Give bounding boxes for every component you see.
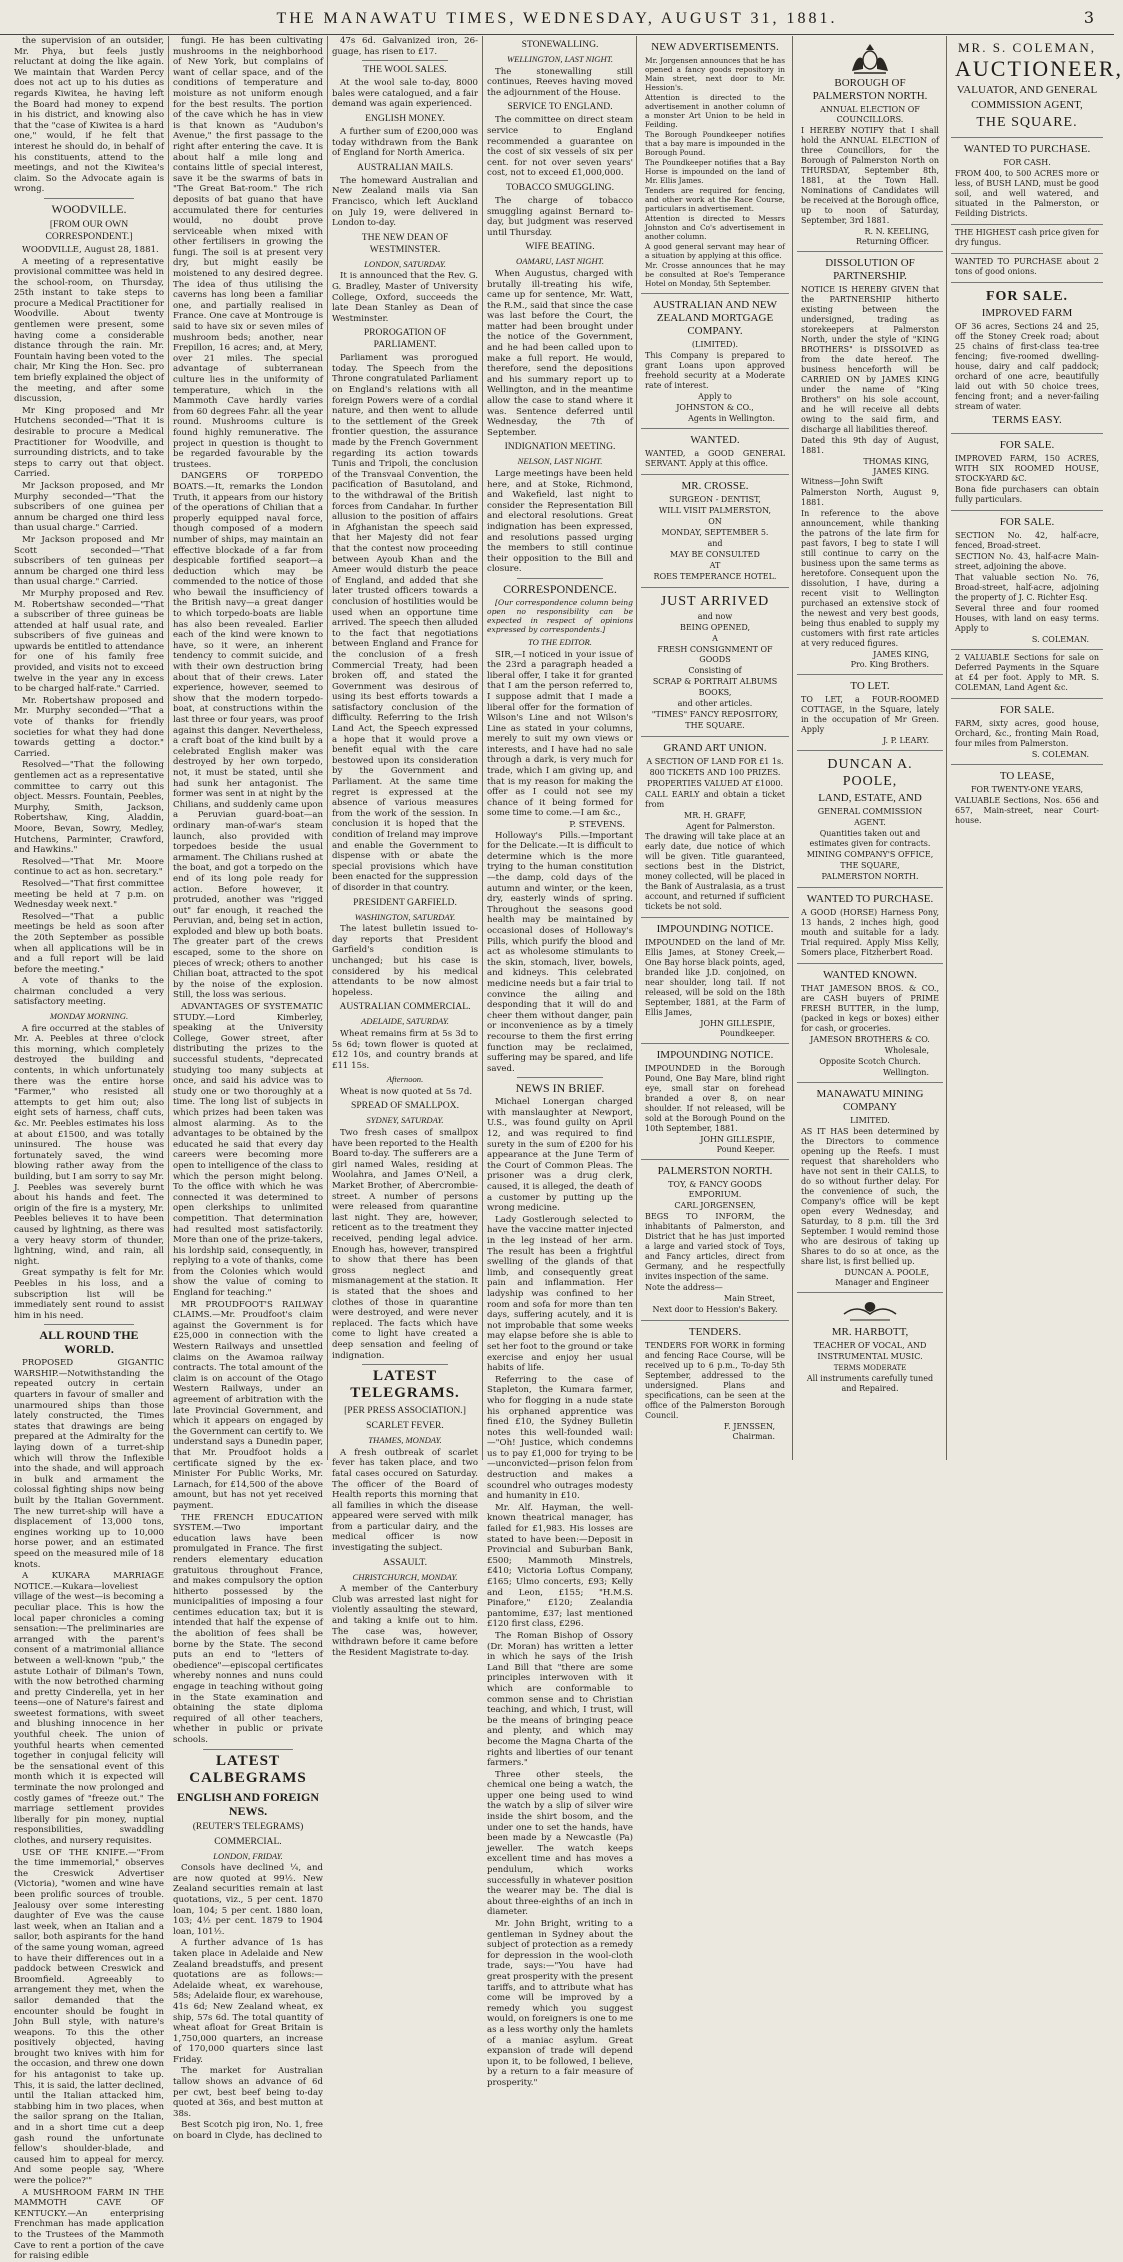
headline-commercial: COMMERCIAL. bbox=[214, 1835, 282, 1847]
masthead bbox=[0, 6, 1114, 35]
article-paragraph: Two fresh cases of smallpox have been reported to the Health Board to-day. The sufferers are a girl named Wales, residing at Woolahra, and James O'Neil, a Market Brother, of Abercrombie-street. A number of persons were released from quarantine last night. They are, however, reticent as to the treatment they received, pending legal advice. Enough has, however, transpired to show that there has been gross neglect and mismanagement at the station. It is stated that the shoes and clothes of those in quarantine were destroyed, and were never replaced. The facts which have come to light have created a deep sensation and feeling of indignation. bbox=[332, 1128, 478, 1361]
ad-heading: IMPOUNDING NOTICE. bbox=[656, 1049, 774, 1061]
dateline: WELLINGTON, LAST NIGHT. bbox=[506, 54, 614, 64]
ad-body: BEGS TO INFORM, the inhabitants of Palmerston, and District that he has just imported a large and varied stock of Toys, and Fancy articles, direct from Germany, and he respectfully invites inspection of the same. bbox=[645, 1212, 785, 1281]
ad-line: MAY BE CONSULTED bbox=[670, 550, 760, 559]
ad-line: FRESH CONSIGNMENT OF GOODS bbox=[657, 645, 773, 664]
signature: S. COLEMAN. bbox=[1031, 635, 1089, 644]
article-paragraph: Resolved—"That the following gentlemen act as a representative committee to carry out this object. Messrs. Fountain, Peebles, Murphy, Smith, Jackson, Robertshaw, King, Aladdin, Moore, Bevan, Sowry, Medley, Hutchens, Parminter, Crawford, and Hawkins." bbox=[14, 760, 164, 856]
ad-body: A GOOD (HORSE) Harness Pony, 13 hands, 2 inches high, good mouth and suitable for a lady. Trial required. Apply Miss Kelly, Somers place, Fitzherbert Road. bbox=[801, 908, 939, 957]
signature: J. P. LEARY. bbox=[882, 736, 929, 745]
ad-line: A bbox=[712, 634, 718, 643]
just-arrived-ad bbox=[641, 588, 789, 737]
signature: JOHNSTON & CO., bbox=[676, 403, 754, 412]
article-paragraph: When Augustus, charged with brutally ill-treating his wife, came up for sentence, Mr. Watt, the R.M., said that since the case was last before the Court, the matter had been brought under the notice of the Government, and he had been called upon to make a full report. He would, therefore, send the depositions and his summary report up to Wellington, and in the meantime allow the case to stand where it was. Sentence deferred until Wednesday, the 7th of September. bbox=[487, 268, 633, 438]
ad-line: SURGEON - DENTIST, bbox=[669, 495, 761, 504]
article-paragraph: A fresh outbreak of scarlet fever has taken place, and two fatal cases occured on Saturday. The officer of the Board of Health reports this morning that all families in which the disease appeared were served with milk from a particular dairy, and the medical officer is now investigating the subject. bbox=[332, 1447, 478, 1554]
byline: [FROM OUR OWN CORRESPONDENT.] bbox=[45, 218, 133, 242]
farm-150-acres-ad bbox=[951, 434, 1103, 511]
ad-heading: WANTED TO PURCHASE. bbox=[806, 893, 934, 905]
headline-cablegrams: LATEST CALBEGRAMS bbox=[189, 1752, 307, 1786]
article-paragraph: Mr King proposed and Mr Hutchens seconded—"That it is desirable to procure a Medical Practitioner for Woodville, and surrounding districts, and to take steps to carry out that object. Carried. bbox=[14, 405, 164, 480]
ad-heading: IMPOUNDING NOTICE. bbox=[656, 923, 774, 935]
ad-line: TERMS EASY. bbox=[992, 414, 1062, 426]
article-paragraph: Parliament was prorogued today. The Speech from the Throne congratulated Parliament on England's relations with all foreign Powers were of a cordial nature, and then went to allude to the settlement of the Greek frontier question, the assurance made by the French Government regarding its action towards Tunis and Tripoli, the conclusion of the Transvaal Convention, the pacification of Basutoland, and to the withdrawal of the British forces from Candahar. In further allusion to the position of affairs in Afghanistan the speech said that her Majesty did not fear that the contest now proceeding between Ayoub Khan and the Ameer would disturb the peace of England, and added that she later trusted officers towards a conclusion of hostilities would be used when an opportune time arrived. The speech then alluded to the fact that negotiations between England and France for the conclusion of a fresh Commercial Treaty, had been broken off, and stated the Government was desirous of using its best efforts towards a satisfactory conclusion of the difficulty. Referring to the Irish Land Act, the Speech expressed a hope that it would prove a benefit equal with the care bestowed upon its consideration by the Government and Parliament. At the same time regret is expressed at the absence of various measures from the work of the session. In conclusion it is hoped that the condition of Ireland may improve and enable the Government to dispense with or abate the special provisions which have been enacted for the suppression of disorder in that country. bbox=[332, 353, 478, 893]
headline-stonewall: STONEWALLING. bbox=[521, 39, 599, 50]
column-rule bbox=[946, 36, 947, 1460]
article-paragraph: The market for Australian tallow shows an advance of 6d per cwt, best beef being to-day quoted at 36s, and best mutton at 38s. bbox=[173, 2066, 323, 2119]
ad-heading: FOR SALE. bbox=[999, 439, 1055, 451]
column-2 bbox=[173, 36, 323, 2142]
divider bbox=[362, 60, 448, 61]
article-paragraph: fungi. He has been cultivating mushrooms in the neighborhood of New York, but complains of want of cellar space, and of the conditions of temperature and moisture as not uniform enough for the best results. The portion of the cave which he has in view is that known as "Audubon's Avenue," the first passage to the right after entering the cave. It is about half a mile long and contains little of special interest, save it be the swarms of bats in "The Great Bat-room." The rich deposits of bat guano that have accumulated there for centuries would, no doubt prove serviceable when mixed with other fertilisers in growing the fungi. The soil is at present very dry, but might easily be moistened to any desired degree. The idea of thus utilising the caverns has long been a familiar one, and partially realised in France. One cave at Montrouge is said to have six or seven miles of mushroom beds; another, near Frepillon, 16 acres; and, at Mery, over 21 miles. The special advantage of subterranean culture lies in the uniformity of temperature, which in the Mammoth Cave hardly varies from 60 degrees Fahr. all the year round. Mushrooms culture is found highly remunerative. The project in question is thought to be regarded favourable by the trustees. bbox=[173, 36, 323, 470]
ad-line: ANNUAL ELECTION OF COUNCILLORS. bbox=[820, 105, 920, 124]
ad-heading: WANTED TO PURCHASE. bbox=[963, 143, 1091, 155]
ad-line: ON bbox=[708, 517, 722, 526]
dateline: WASHINGTON, SATURDAY. bbox=[354, 911, 456, 922]
headline-english-foreign: ENGLISH AND FOREIGN NEWS. bbox=[176, 1789, 320, 1818]
ad-body: FROM 400, to 500 ACRES more or less, of BUSH LAND, must be good soil, and well watered, and situated in the Palmerston, or Feilding Districts. bbox=[955, 169, 1099, 218]
article-paragraph: A fire occurred at the stables of Mr. A. Peebles at three o'clock this morning, which completely destroyed the building and contents, in which unfortunately there was the entire horse "Farmer," who resisted all attempts to get him out; also eight sets of harness, chaff cuts, &c. Mr. Peebles estimates his loss at about £1500, and was totally uninsured. The house was fortunately saved, the wind blowing rather away from the building, but I am sorry to say Mr. J. Peebles was severely burnt about his hands and feet. The origin of the fire is a mystery, Mr. Peebles believes it to have been caused by lightning, as there was a very heavy storm of thunder, lightning, wind, and rain, all night. bbox=[14, 1023, 164, 1267]
ad-body: THE HIGHEST cash price given for dry fungus. bbox=[955, 228, 1099, 247]
wanted-ad bbox=[641, 429, 789, 475]
ad-line: TOY, & FANCY GOODS EMPORIUM. bbox=[668, 1180, 762, 1199]
ad-line: THE SQUARE. bbox=[976, 115, 1078, 130]
ad-line: 800 TICKETS AND 100 PRIZES. bbox=[649, 768, 781, 777]
ad-line: INSTRUMENTAL MUSIC. bbox=[817, 1352, 923, 1361]
headline-service: SERVICE TO ENGLAND. bbox=[507, 101, 613, 113]
ad-line: FOR TWENTY-ONE YEARS, bbox=[970, 785, 1084, 794]
article-paragraph: A meeting of a representative provisional committee was held in the school-room, on Thursday, 25th instant to take steps to procure a Medical Practitioner for Woodville. About twenty gentlemen were present, some having come a considerable distance through the rain. Mr. Fountain having been voted to the chair, Mr King the Hon. Sec. pro tem briefly explained the object of the meeting, and after some discussion, bbox=[14, 256, 164, 405]
signature: Pro. King Brothers. bbox=[850, 660, 929, 669]
ad-heading: DUNCAN A. POOLE, bbox=[827, 757, 913, 789]
dateline: NELSON, LAST NIGHT. bbox=[517, 456, 603, 467]
ad-line: MR. H. GRAFF, bbox=[684, 811, 746, 820]
ad-line: LAND, ESTATE, AND bbox=[818, 792, 922, 804]
article-paragraph: Wheat remains firm at 5s 3d to 5s 6d; town flower is quoted at £12 10s, and country brands at £11 15s. bbox=[332, 1028, 478, 1071]
ad-body: This Company is prepared to grant Loans upon approved freehold security at a Moderate rate of interest. bbox=[645, 351, 785, 390]
notice: Mr. Jorgensen announces that he has opened a fancy goods repository in Main street, next door to Mr. Hession's. bbox=[645, 56, 785, 92]
ad-heading: WANTED. bbox=[690, 434, 740, 446]
ad-heading: FOR SALE. bbox=[999, 516, 1055, 528]
article-paragraph: THE FRENCH EDUCATION SYSTEM.—Two important education laws have been promulgated in France. The first renders elementary education gratuitous throughout France, and makes compulsory the option hitherto possessed by the municipalities of imposing a four centimes education tax; but it is intended that half the expense of the abolition of fees shall be borne by the State. The second puts an end to "letters of obedience"—episcopal certificates whereby nonnes and nuns could engage in teaching without going in the State examination and obtaining the state diploma required of all other teachers, whether in public or private schools. bbox=[173, 1512, 323, 1745]
ad-line: MONDAY, SEPTEMBER 5. bbox=[661, 528, 769, 537]
ad-line: LIMITED. bbox=[850, 1116, 890, 1125]
ad-body: WANTED, a GOOD GENERAL SERVANT. Apply at this office. bbox=[645, 449, 785, 468]
headline-telegrams: LATEST TELEGRAMS. bbox=[350, 1368, 460, 1402]
ad-body: IMPROVED FARM, 150 ACRES, WITH SIX ROOMED HOUSE, STOCK-YARD &C. bbox=[955, 454, 1099, 483]
headline-adelaide: AUSTRALIAN COMMERCIAL. bbox=[339, 1001, 471, 1013]
ad-body: Several three and four roomed Houses, with land on easy terms. Apply to bbox=[955, 604, 1099, 633]
notice: Attention is directed to the advertisement in another column of a monster Art Union to be held in Feilding. bbox=[645, 93, 785, 129]
divider bbox=[203, 1749, 293, 1750]
signature: P. STEVENS. bbox=[569, 820, 625, 831]
ad-line: VALUATOR, AND GENERAL bbox=[956, 84, 1098, 96]
ad-line: A SECTION OF LAND FOR £1 1s. bbox=[646, 757, 784, 766]
article-paragraph: Consols have declined ¼, and are now quoted at 99½. New Zealand securities remain at last quotations, viz., 5 per cent. 1870 loan, 104; 5 per cent. 1880 loan, 103; 4½ per cent. 1879 to 1904 loan, 101½. bbox=[173, 1863, 323, 1937]
article-paragraph: Mr Jackson proposed and Mr Scott seconded—"That subscribers of ten guineas per annum be charged one third less than usual charge." Carried. bbox=[14, 534, 164, 588]
dissolution-ad bbox=[797, 252, 943, 675]
article-paragraph: The charge of tobacco smuggling against Bernard to-day, but judgment was reserved until Thursday. bbox=[487, 195, 633, 238]
ad-body: IMPOUNDED in the Borough Pound, One Bay Mare, blind right eye, small star on forehead branded a over 8, on near shoulder. If not released, will be sold at the Borough Pound on the 10th September, 1881. bbox=[645, 1064, 785, 1133]
article-paragraph: Mr. Robertshaw proposed and Mr. Murphy seconded—"That a vote of thanks for friendly societies for what they had done towards getting a doctor." Carried. bbox=[14, 695, 164, 759]
ad-body: IMPOUNDED on the land of Mr. Ellis James, at Stoney Creek,— One Bay horse black points, aged, branded like J.D. conjoined, on near shoulder, long tail. If not released, will be sold on the 18th September, 1881, at the Farm of Ellis James, bbox=[645, 938, 785, 1017]
ad-heading-large: AUCTIONEER, bbox=[955, 56, 1123, 81]
article-paragraph: It is announced that the Rev. G. G. Bradley, Master of University College, Oxford, succeeds the late Dean Stanley as Dean of Westminster. bbox=[332, 271, 478, 324]
ad-line: Consisting of bbox=[688, 666, 742, 675]
article-paragraph: Holloway's Pills.—Important for the Delicate.—It is difficult to determine which is the more trying to the human constitution—the damp, cold days of the autumn and winter, or the keen, dry, easterly winds of spring. Throughout the seasons good health may be maintained by occasional doses of Holloway's Pills, which purify the blood and act as wholesome stimulants to the skin, stomach, liver, bowels, and kidneys. This celebrated medicine needs but a fair trial to convince the ailing and desponding that it will do and cheer them without danger, pain or inconvenience as by a timely recourse to them the first erring function may be reclaimed, suffering may be spared, and life saved. bbox=[487, 830, 633, 1074]
headline-world: ALL ROUND THE WORLD. bbox=[39, 1328, 139, 1357]
column-5 bbox=[641, 36, 789, 1460]
article-paragraph: Mr. John Bright, writing to a gentleman in Sydney about the subject of protection as a remedy for depression in the wool-cloth trade, says:—"You have had great prosperity with the present tariffs, and to attribute what has come will be improved by a remedy which you suggest would, on foreigners is one to me as a less worthy only the hamlets of a maniac asylum. Great expansion of trade will depend upon it, to be followed, I believe, by a return to a fair measure of prosperity." bbox=[487, 1919, 633, 2088]
masthead-title: THE MANAWATU TIMES, WEDNESDAY, AUGUST 31, 1881. bbox=[276, 10, 838, 27]
article-paragraph: Large meetings have been held here, and at Stoke, Richmond, and Wakefield, last night to consider the Representation Bill and electoral resolutions. Great indignation has been expressed, and resolutions passed urging the members to still continue their opposition to the Bill and closure. bbox=[487, 469, 633, 575]
coleman-auctioneer-ad bbox=[951, 36, 1123, 138]
ad-body: OF 36 acres, Sections 24 and 25, off the Stoney Creek road; about 25 chains of first-class tea-tree fencing; five-roomed dwelling-house, dairy and calf paddock; orchard of one acre, beautifully laid out with 50 choice trees, fencing front; and a never-failing stream of water. bbox=[955, 322, 1099, 411]
ad-body: Witness—John Swift bbox=[801, 477, 883, 486]
column-3 bbox=[332, 36, 478, 1658]
ad-heading: AUSTRALIAN AND NEW ZEALAND MORTGAGE COMPANY. bbox=[652, 299, 778, 337]
signature: Pound Keeper. bbox=[716, 1145, 775, 1154]
wanted-known-ad bbox=[797, 964, 943, 1083]
headline-wool: THE WOOL SALES. bbox=[363, 64, 447, 76]
article-paragraph: The Roman Bishop of Ossory (Dr. Moran) has written a letter in which he says of the Irish Land Bill that "there are some principles interwoven with it which are conformable to common sense and to Christian teaching, and which, I trust, will be the means of bringing peace and plenty, and which may become the Magna Charta of the rights and liberties of our tenant farmers." bbox=[487, 1630, 633, 1769]
ad-heading: MANAWATU MINING COMPANY bbox=[816, 1088, 924, 1113]
signature: Wholesale, bbox=[884, 1046, 929, 1055]
column-rule bbox=[168, 36, 169, 1460]
ad-body: In reference to the above announcement, while thanking the patrons of the late firm for past favors, I beg to state I will still continue to carry on the business upon the same terms as heretofore. Consequent upon the dissolution, I have, during a recent visit to Wellington purchased an extensive stock of the newest and very best goods, being thus enabled to supply my customers with first rate articles at very reduced figures. bbox=[801, 509, 939, 648]
impounding-notice-1 bbox=[641, 918, 789, 1044]
wanted-to-purchase-land-ad bbox=[951, 138, 1103, 225]
ad-line: AT bbox=[709, 561, 721, 570]
article-paragraph: The latest bulletin issued to-day reports that President Garfield's condition is unchanged; but his case is considered by his medical attendants to be now almost hopeless. bbox=[332, 924, 478, 998]
ad-line: IMPROVED FARM bbox=[981, 307, 1073, 319]
dateline: Afternoon. bbox=[386, 1074, 424, 1085]
ad-line: BEING OPENED, bbox=[679, 623, 751, 632]
farm-sixty-acres-ad bbox=[951, 699, 1103, 765]
ad-heading: FOR SALE. bbox=[985, 289, 1069, 304]
notice: Tenders are required for fencing, and other work at the Race Course, particulars in advertisement. bbox=[645, 186, 785, 213]
article-paragraph: A MUSHROOM FARM IN THE MAMMOTH CAVE OF KENTUCKY.—An enterprising Frenchman has made application to the Trustees of the Mammoth Cave to rent a portion of the cave for raising edible bbox=[14, 2187, 164, 2262]
ad-body: SECTION No. 43, half-acre Main-street, adjoining the above. bbox=[955, 552, 1099, 571]
column-rule bbox=[792, 36, 793, 1460]
ad-line: GENERAL COMMISSION bbox=[817, 807, 923, 816]
divider bbox=[44, 198, 134, 199]
ad-heading: TENDERS. bbox=[688, 1326, 742, 1338]
signature: JAMES KING. bbox=[873, 467, 929, 476]
art-union-ad bbox=[641, 737, 789, 918]
ad-line: (LIMITED). bbox=[691, 340, 739, 349]
ad-heading: NEW ADVERTISEMENTS. bbox=[651, 41, 779, 53]
article-paragraph: USE OF THE KNIFE.—"From the time immemorial," observes the Creswick Advertiser (Victoria), "women and wine have been prolific sources of trouble. Jealousy over some interesting daughter of Eve was the cause last week, when an Italian and a sailor, both aspirants for the hand of the same young woman, agreed to have their differences out in a paddock between Creswick and Broomfield. Agreeably to arrangement they met, when the sailor demanded that the encounter should be fought in John Bull style, with nature's weapons. To this the other positively objected, having brought two knives with him for the occasion, and threw one down for his antagonist to take up. This, it is said, the latter declined, until the Italian attacked him, stabbing him in two places, when the sailor sprang on the Italian, and in a short time cut a deep gash round the unfortunate fellow's shoulder-blade, and caused him to appeal for mercy. And some people say, 'Where were the police?'" bbox=[14, 1847, 164, 2186]
article-paragraph: the supervision of an outsider, Mr. Phya, but feels justly reluctant at doing the like again. We maintain that Warden Percy does not act up to his duties as regards Kiwitea, he having left the Board had money to expend in his district, and knowing also that the "case of Kiwitea is a hard one," would, if he felt that interest he should do, in behalf of his constituents, attend to the meetings, and not the Kiwitea's claim. So the Advocate again is wrong. bbox=[14, 36, 164, 195]
ad-line: COMMISSION AGENT, bbox=[971, 99, 1083, 111]
article-paragraph: Best Scotch pig iron, No. 1, free on board in Clyde, has declined to bbox=[173, 2120, 323, 2142]
article-paragraph: DANGERS OF TORPEDO BOATS.—It, remarks the London Truth, it appears from our history of the operations of Chilian that a properly equipped naval force, though composed of a modern number of ships, may maintain an effective blockade of a far from despicable fortified seaport—a deduction which may be commended to the notice of those who bewail the insufficiency of the British navy—a great danger to which torpedo-boats are liable has also been revealed. Earlier each of the kind were known to have, so it were, an inherent tendency to commit suicide, and with their own destruction bring about that of their crews. Later experience, however, seemed to show that the modern torpedo-boat, at constructions within the last three or four years, was proof against this danger. Nevertheless, a craft boat of the kind built by a celebrated English maker was destroyed by her own torpedo, not, it must be stated, until she had sunk her antagonist. The former was sent in at night by the Chilians, and suddenly came upon a Peruvian guard-boat—an ordinary man-of-war's steam launch, also provided with torpedoes beside the usual armament. The Chilians rushed at the boat, and got a torpedo on the end of its long pole ready for action. Before however, it protruded, another was "rigged out" far enough, it reached the Peruvian, and, being set in action, exploded and blew up both boats. The greater part of the crews escaped, some to the shore on pieces of wreck; others to another Chilian boat, attracted to the spot by the noise of the explosion. Still, the loss was serious. bbox=[173, 471, 323, 1001]
headline-money: ENGLISH MONEY. bbox=[365, 112, 445, 124]
article-paragraph: Mr Jackson proposed, and Mr Murphy seconded—"That the subscribers of one guinea per annum be charged one third less than usual charge." Carried. bbox=[14, 480, 164, 534]
ad-line: WILL VISIT PALMERSTON, bbox=[658, 506, 772, 515]
headline-indignation: INDIGNATION MEETING. bbox=[504, 441, 616, 453]
ad-line: TEACHER OF VOCAL, AND bbox=[813, 1341, 927, 1350]
toy-emporium-ad bbox=[641, 1160, 789, 1321]
article-paragraph: A further advance of 1s has taken place in Adelaide and New Zealand breadstuffs, and present quotations are as follows:—Adelaide wheat, ex warehouse, 58s; Adelaide flour, ex warehouse, 41s 6d; New Zealand wheat, ex ship, 57s 6d. The total quantity of wheat afloat for Great Britain is 1,750,000 quarters, an increase of 170,000 quarters since last Friday. bbox=[173, 1938, 323, 2065]
ad-line: Apply to bbox=[698, 392, 732, 401]
dentist-ad bbox=[641, 475, 789, 588]
page-number: 3 bbox=[1083, 8, 1094, 27]
column-7 bbox=[951, 36, 1123, 1460]
article-paragraph: A further sum of £200,000 was today withdrawn from the Bank of England for North America. bbox=[332, 126, 478, 159]
column-4 bbox=[487, 36, 633, 2088]
article-paragraph: A KUKARA MARRIAGE NOTICE.—Kukara—loveliest village of the west—is becoming a peculiar place. This is how the local paper chronicles a coming sensation:—The preliminaries are arranged with the parent's consent of a matrimonial alliance between a well-known "pub," the astute Lothair of Dilman's Town, with the now betrothed charming and pretty Cinderella, yet in her teens—one of Nature's fairest and sweetest formations, with sweet and blushing innocence in her youthful cheek. The union of youthful hearts when cemented together in conjugal felicity will be the sensational event of this month which it is expected will terminate the now prolonged and costly games of "freeze out." The marriage settlement provides liberally for pin money, nuptial responsibilities, swaddling clothes, and nursery requisites. bbox=[14, 1571, 164, 1846]
signature: JAMESON BROTHERS & CO. bbox=[810, 1035, 930, 1044]
ad-heading: WANTED KNOWN. bbox=[822, 969, 918, 981]
notice: The Poundkeeper notifies that a Bay Horse is impounded on the land of Mr. Ellis James. bbox=[645, 158, 785, 185]
article-paragraph: 47s 6d. Galvanized iron, 26-guage, has risen to £17. bbox=[332, 36, 478, 57]
headline-woodville: WOODVILLE. bbox=[51, 201, 127, 216]
ad-body: SECTION No. 42, half-acre, fenced, Broad-street. bbox=[955, 531, 1099, 550]
column-rule bbox=[636, 36, 637, 1460]
article-paragraph: The stonewalling still continues, Reeves having moved the adjournment of the House. bbox=[487, 66, 633, 98]
dateline: ADELAIDE, SATURDAY. bbox=[361, 1016, 449, 1027]
ad-heading: DISSOLUTION OF PARTNERSHIP. bbox=[825, 257, 915, 282]
article-paragraph: Mr Murphy proposed and Rev. M. Robertshaw seconded—"That a subscriber of three guineas be attended at half usual rate, and subscribers of five guineas and upwards be entitled to attendance for one of his family free provided, and visits not to exceed twelve in the year any in excess to be charged half-rate." Carried. bbox=[14, 588, 164, 695]
borough-election-ad bbox=[797, 36, 943, 252]
ad-heading: TO LET. bbox=[850, 680, 890, 692]
ad-line: ROES TEMPERANCE HOTEL. bbox=[653, 572, 777, 581]
ad-heading: JUST ARRIVED bbox=[660, 594, 770, 609]
ad-body: THAT JAMESON BROS. & CO., are CASH buyers of PRIME FRESH BUTTER, in the lump, (packed in kegs or boxes) either for cash, or groceries. bbox=[801, 984, 939, 1033]
ad-line: and now bbox=[697, 612, 733, 621]
ad-line: PROPERTIES VALUED AT £1000. bbox=[646, 779, 784, 788]
article-paragraph: At the wool sale to-day, 8000 bales were catalogued, and a fair demand was again experienced. bbox=[332, 78, 478, 110]
article-paragraph: Resolved—"That Mr. Moore continue to act as hon. secretary." bbox=[14, 856, 164, 878]
mining-company-ad bbox=[797, 1083, 943, 1293]
notice: The Borough Poundkeeper notifies that a bay mare is impounded in the Borough Pound. bbox=[645, 130, 785, 157]
ad-heading: FOR SALE. bbox=[999, 704, 1055, 716]
ad-heading: BOROUGH OF PALMERSTON NORTH. bbox=[812, 77, 928, 102]
dateline: THAMES, MONDAY. bbox=[368, 1435, 442, 1446]
ad-line: Agent for Palmerston. bbox=[685, 822, 775, 831]
article-paragraph: Three other steels, the chemical one being a watch, the upper one being used to wind the watch by a slip of silver wire inside the shirt bosom, and the under one to set the hands, have been made by a Newcastle (Pa) jeweller. The watch keeps excellent time and has moves a pendulum, which works successfully in whatever position the wearer may be. The dial is about three-eighths of an inch in diameter. bbox=[487, 1769, 633, 1918]
impounding-notice-2 bbox=[641, 1044, 789, 1160]
mortgage-company-ad bbox=[641, 294, 789, 429]
ad-heading: MR. CROSSE. bbox=[681, 480, 749, 492]
ad-line: and other articles. bbox=[677, 699, 753, 708]
ad-line: SCRAP & PORTRAIT ALBUMS bbox=[652, 677, 778, 686]
signature: F. JENSSEN, bbox=[723, 1422, 775, 1431]
ad-body: Bona fide purchasers can obtain fully particulars. bbox=[955, 485, 1099, 504]
article-paragraph: A vote of thanks to the chairman concluded a very satisfactory meeting. bbox=[14, 976, 164, 1008]
ad-line: Quantities taken out and estimates given for contracts. bbox=[809, 829, 931, 848]
divider bbox=[362, 1364, 448, 1365]
to-let-ad bbox=[797, 675, 943, 751]
ad-body: FARM, sixty acres, good house, Orchard, &c., fronting Main Road, four miles from Palmerston. bbox=[955, 719, 1099, 748]
article-paragraph: Resolved—"That first committee meeting be held at 7 p.m. on Wednesday week next." bbox=[14, 878, 164, 911]
ad-line: CARL JORGENSEN, bbox=[674, 1201, 756, 1210]
ad-line: TERMS MODERATE bbox=[833, 1364, 907, 1372]
signature: Wellington. bbox=[883, 1068, 929, 1077]
ad-line: THE SQUARE, bbox=[840, 861, 900, 870]
ad-body: Palmerston North, August 9, 1881. bbox=[801, 488, 939, 507]
onions-ad bbox=[951, 254, 1103, 283]
ad-body: 2 VALUABLE Sections for sale on Deferred Payments in the Square at £4 per foot. Apply to MR. S. COLEMAN, Land Agent &c. bbox=[955, 653, 1099, 692]
article-paragraph: Mr. Alf. Hayman, the well-known theatrical manager, has failed for £1,983. His losses are stated to have been:—Deposit in Provincial and Suburban Bank, £500; Mammoth Minstrels, £410; Victoria Loftus Company, £165; Ulmo concerts, £93; Kelly and Leon, £155; "H.M.S. Pinafore," £120; Zealandia pantomime, £37; last mentioned £120 first class, £296. bbox=[487, 1502, 633, 1630]
ornament-icon bbox=[840, 1298, 900, 1324]
divider bbox=[517, 578, 603, 579]
article-paragraph: Michael Lonergan charged with manslaughter at Newport, U.S., was found guilty on April 12, and was required to find surety in the sum of £200 for his appearance at the June Term of the Court of Common Pleas. The prisoner was a drug clerk, caused, it is alleged, the death of a customer by putting up the wrong medicine. bbox=[487, 1097, 633, 1214]
ad-heading: MR. S. COLEMAN, bbox=[958, 40, 1096, 55]
column-6 bbox=[797, 36, 943, 1460]
dateline: LONDON, FRIDAY. bbox=[213, 1850, 283, 1861]
ad-heading: GRAND ART UNION. bbox=[663, 742, 767, 754]
tenders-ad bbox=[641, 1321, 789, 1446]
ad-heading: TO LEASE, bbox=[999, 770, 1055, 782]
headline-news-in-brief: NEWS IN BRIEF. bbox=[515, 1081, 605, 1096]
divider bbox=[44, 1324, 134, 1325]
ad-body: AS IT HAS been determined by the Directors to commence opening up the Reefs. I must request that shareholders who have not sent in their CALLS, to do so without further delay. For the convenience of such, the Company's office will be kept open every Wednesday, and Saturday, to 8 p.m. till the 3rd September. I would remind those who are desirous of taking up Shares to do so at once, as the share list, is first bellied up. bbox=[801, 1127, 939, 1266]
fungus-ad bbox=[951, 225, 1103, 254]
signature: Chairman. bbox=[732, 1432, 775, 1441]
dateline: CHRISTCHURCH, MONDAY. bbox=[352, 1571, 458, 1582]
sections-ad bbox=[951, 511, 1103, 650]
headline-assault: ASSAULT. bbox=[383, 1556, 427, 1568]
article-paragraph: Referring to the case of Stapleton, the Kumara farmer, who for flogging in a nude state his orphaned apprentice was fined £10, the Sydney Bulletin notes this well-founded wail:—"Oh! Justice, which condemns us to pay £1,000 for trying to be—unconvicted—prison felon from destruction and makes a scoundrel who outrages modesty and humanity in £10. bbox=[487, 1374, 633, 1502]
notice: A good general servant may hear of a situation by applying at this office. bbox=[645, 242, 785, 260]
article-paragraph: Resolved—"That a public meetings be held as soon after the 20th September as possible when all applications will be in and a full report will be laid before the meeting." bbox=[14, 911, 164, 975]
ad-body: TENDERS FOR WORK in forming and fencing Race Course, will be received up to 6 p.m., To-day 5th September, addressed to the undersigned. Plans and specifications, can be seen at the office of the Palmerston Borough Council. bbox=[645, 1341, 785, 1420]
signature: Returning Officer. bbox=[856, 237, 929, 246]
article-paragraph: Great sympathy is felt for Mr. Peebles in his loss, and a subscription list will be immediately sent round to assist him in his need. bbox=[14, 1268, 164, 1321]
article-paragraph: PROPOSED GIGANTIC WARSHIP.—Notwithstanding the repeated outcry in certain quarters in favour of smaller and unarmoured ships than those lately constructed, the Times states that drawings are being prepared at the Admiralty for the laying down of a turret-ship which will throw the Inflexible into the shade, and will approach in bulk and armament the colossal fighting ships now being built by the Italian Government. The new turret-ship will have a displacement of 13,000 tons, engines working up to 10,000 horse power, and an estimated speed on the measured mile of 18 knots. bbox=[14, 1358, 164, 1570]
article-paragraph: The committee on direct steam service to England recommended a guarantee on the cost of six vessels of six per cent. for not over seven years' cost, not to exceed £1,000,000. bbox=[487, 115, 633, 179]
ad-body: Dated this 9th day of August, 1881. bbox=[801, 436, 939, 455]
article-paragraph: SIR,—I noticed in your issue of the 23rd a paragraph headed a liberal offer, I take it for granted that I am the person referred to, I suppose admit that I made a liberal offer for the formation of Wilson's Line and not Wilson's Line as stated in your columns, merely to suit my own views or interests, and I have had no sale through a dark, is very much for trade, which I am giving up, and that is my reason for making the offer as I could not see my chance of it being formed for some time to come.—I am &c., bbox=[487, 649, 633, 819]
signature: Poundkeeper. bbox=[720, 1029, 775, 1038]
poole-agent-ad bbox=[797, 751, 943, 888]
article-paragraph: Wheat is now quoted at 5s 7d. bbox=[340, 1086, 473, 1097]
headline-tobacco: TOBACCO SMUGGLING. bbox=[505, 181, 615, 193]
article-paragraph: The homeward Australian and New Zealand mails via San Francisco, which left Auckland on July 19, were delivered in London to-day. bbox=[332, 175, 478, 229]
article-paragraph: A member of the Canterbury Club was arrested last night for violently assaulting the steward, and taking a knife out to him. The case was, however, withdrawn before it came before the Resident Magistrate to-day. bbox=[332, 1584, 478, 1658]
ad-line: All instruments carefully tuned and Repaired. bbox=[806, 1374, 934, 1393]
ad-body: I HEREBY NOTIFY that I shall hold the ANNUAL ELECTION of three Councillors, for the Borough of Palmerston North on THURSDAY, September 8th, 1881, at the Town Hall. Nominations of Candidates will be received at the Borough office, up to noon of Saturday, September, 3rd 1881. bbox=[801, 126, 939, 225]
article-paragraph: ADVANTAGES OF SYSTEMATIC STUDY.—Lord Kimberley, speaking at the University College, Gower street, after distributing the prizes to the successful students, "deprecated studying too many subjects at once, and said his advice was to study one or two thoroughly at a time. The long list of subjects in which prizes had been taken was almost alarming. As to the advantages to be obtained by the educated he said that every day careers were becoming more open to intelligence of the class to which the person might belong. To the office with which he was connected it was determined to open clerkships to unlimited competition. That determination had resulted most satisfactorily. More than one of the prize-takers, his lordship said, consequently, in replying to a vote of thanks, come from the Colonies which would show the value of coming to England for teaching." bbox=[173, 1002, 323, 1299]
new-advertisements-block bbox=[641, 36, 789, 294]
divider bbox=[517, 1077, 603, 1078]
signature: S. COLEMAN. bbox=[1031, 750, 1089, 759]
ad-line: AGENT. bbox=[854, 818, 886, 827]
wanted-to-purchase-pony-ad bbox=[797, 888, 943, 964]
notice: Mr. Crosse announces that he may be consulted at Roe's Temperance Hotel on Monday, 5th September. bbox=[645, 261, 785, 288]
ad-line: Next door to Hession's Bakery. bbox=[652, 1305, 778, 1314]
article-paragraph: MR PROUDFOOT'S RAILWAY CLAIMS.—Mr. Proudfoot's claim against the Government is for £25,000 in connection with the Western Railways and unsettled claims on the Awamoa railway contracts. The total amount of the claim is on account of the Otago Western Railways, under an agreement of arbitration with the late Provincial Government, and which it appears on engaged by the Government can certify to. We understand says a Dunedin paper, that Mr. Proudfoot holds a certificate signed by the ex-Minister For Public Works, Mr. Larnach, for £14,500 of the above amount, but has not yet received payment. bbox=[173, 1299, 323, 1511]
headline-dean: THE NEW DEAN OF WESTMINSTER. bbox=[361, 231, 449, 255]
to-lease-ad bbox=[951, 765, 1103, 831]
headline-smallpox: SPREAD OF SMALLPOX. bbox=[351, 1100, 459, 1112]
headline-garfield: PRESIDENT GARFIELD. bbox=[353, 896, 457, 908]
ad-line: and bbox=[707, 539, 723, 548]
column-rule bbox=[482, 36, 483, 1460]
byline: (REUTER'S TELEGRAMS) bbox=[192, 1820, 304, 1832]
ad-line: THE SQUARE. bbox=[685, 721, 745, 730]
headline-correspondence: CORRESPONDENCE. bbox=[503, 581, 617, 596]
ad-body: NOTICE IS HEREBY GIVEN that the PARTNERSHIP hitherto existing between the undersigned, trading as storekeepers at Palmerston North, under the style of "KING BROTHERS" is DISSOLVED as from the date hereof. The business henceforth will be CARRIED ON by JAMES KING under the name of "King Brothers" on his sole account, and he will receive all debts owing to the said firm, and discharge all liabilities thereof. bbox=[801, 285, 939, 434]
ad-body: CALL EARLY and obtain a ticket from bbox=[645, 790, 785, 809]
valuable-sections-ad bbox=[951, 650, 1103, 699]
signature: Manager and Engineer bbox=[835, 1278, 929, 1287]
signature: Opposite Scotch Church. bbox=[819, 1057, 921, 1066]
royal-crest-icon bbox=[848, 41, 892, 75]
ad-heading: PALMERSTON NORTH. bbox=[657, 1165, 773, 1177]
music-teacher-ad bbox=[797, 1293, 943, 1399]
ad-line: "TIMES" FANCY REPOSITORY, bbox=[651, 710, 779, 719]
ad-body: Note the address— bbox=[645, 1283, 723, 1292]
ad-line: FOR CASH. bbox=[1003, 158, 1051, 167]
ad-body: That valuable section No. 76, Broad-street, half-acre, adjoining the property of J. C. Richter Esq. bbox=[955, 573, 1099, 602]
signature: R. N. KEELING, bbox=[864, 227, 929, 236]
signature: JOHN GILLESPIE, bbox=[700, 1019, 775, 1028]
ad-line: PALMERSTON NORTH. bbox=[821, 872, 919, 881]
signature: Agents in Wellington. bbox=[688, 414, 775, 423]
ad-line: Main Street, bbox=[724, 1294, 775, 1303]
byline: [PER PRESS ASSOCIATION.] bbox=[344, 1405, 466, 1417]
improved-farm-ad bbox=[951, 283, 1103, 434]
subhead: TO THE EDITOR. bbox=[528, 636, 592, 647]
dateline: WOODVILLE, August 28, 1881. bbox=[22, 244, 159, 255]
signature: JAMES KING, bbox=[873, 650, 929, 659]
ad-line: BOOKS, bbox=[698, 688, 732, 697]
dateline: OAMARU, LAST NIGHT. bbox=[515, 256, 604, 267]
dateline: LONDON, SATURDAY. bbox=[364, 258, 446, 269]
ad-line: MINING COMPANY'S OFFICE, bbox=[806, 850, 934, 859]
headline-scarlet: SCARLET FEVER. bbox=[366, 1420, 444, 1432]
signature: THOMAS KING, bbox=[863, 457, 929, 466]
column-rule bbox=[327, 36, 328, 1460]
column-1 bbox=[14, 36, 164, 2262]
ad-body: The drawing will take place at an early date, due notice of which will be given. Title guaranteed, sections best in the District, money collected, will be placed in the Bank of Australasia, as a trust account, and returned if sufficient tickets be not sold. bbox=[645, 832, 785, 911]
headline-mails: AUSTRALIAN MAILS. bbox=[357, 161, 453, 173]
subhead: MONDAY MORNING. bbox=[49, 1011, 129, 1022]
article-paragraph: Lady Gostlerough selected to have the vaccine matter injected in the leg instead of her arm. The result has been a frightful swelling of the glands of that limb, and consequently great pain and inflammation. Her ladyship was confined to her room and sofa for more than ten days, suffering acutely, and it is not improbable that some weeks may elapse before she is able to set her foot to the ground or take exercise and enjoy her usual habits of life. bbox=[487, 1214, 633, 1374]
ad-body: TO LET, a FOUR-ROOMED COTTAGE, in the Square, lately in the occupation of Mr Green. Apply bbox=[801, 695, 939, 734]
notice: Attention is directed to Messrs Johnston and Co's advertisement in another column. bbox=[645, 214, 785, 241]
headline-prorogation: PROROGATION OF PARLIAMENT. bbox=[363, 327, 447, 351]
signature: DUNCAN A. POOLE, bbox=[844, 1268, 929, 1277]
signature: JOHN GILLESPIE, bbox=[700, 1135, 775, 1144]
editorial-note: [Our correspondence column being open no responsibility can be expected in respect of opinions expressed by correspondents.] bbox=[487, 597, 633, 634]
ad-body: VALUABLE Sections, Nos. 656 and 657, Main-street, near Court-house. bbox=[955, 796, 1099, 825]
headline-wife: WIFE BEATING. bbox=[525, 241, 595, 253]
dateline: SYDNEY, SATURDAY. bbox=[366, 1115, 444, 1126]
ad-body: WANTED TO PURCHASE about 2 tons of good onions. bbox=[955, 257, 1099, 276]
ad-heading: MR. HARBOTT, bbox=[831, 1326, 909, 1338]
